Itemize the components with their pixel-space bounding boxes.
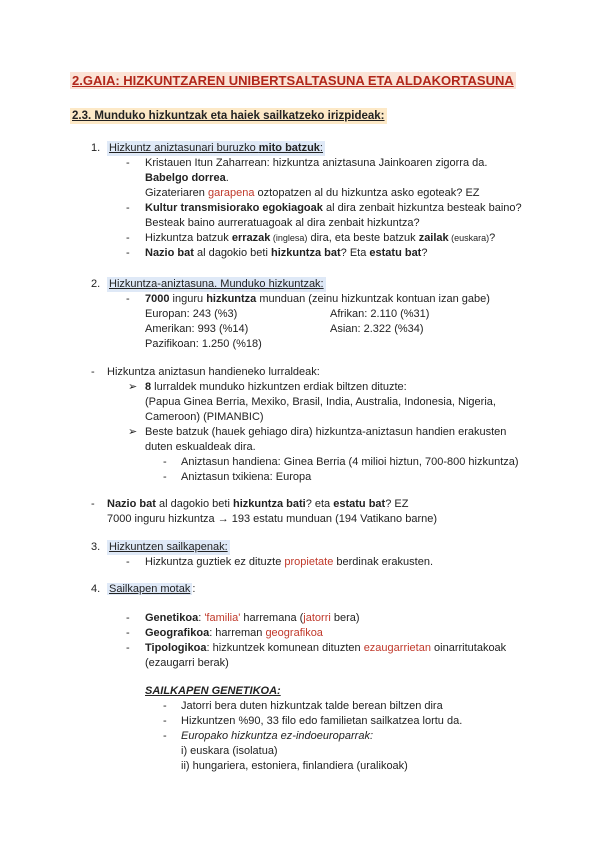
list-item: Jatorri bera duten hizkuntzak talde berean biltzen dira [181,700,443,712]
list-item: (ezaugarri berak) [145,657,229,669]
list-item: Hizkuntzen %90, 33 filo edo familietan sailkatzea lortu da. [181,715,463,727]
stat-amerikan: Amerikan: 993 (%14) [145,323,249,335]
section-3-number: 3. [91,541,101,553]
list-item: ii) hungariera, estoniera, finlandiera (uralikoak) [181,760,408,772]
list-item: Beste batzuk (hauek gehiago dira) hizkuntza-aniztasun handien erakusten [145,426,507,438]
list-item: duten eskualdeak dira. [145,441,256,453]
list-item: Nazio bat al dagokio beti hizkuntza bati? eta estatu bat? EZ [107,498,409,510]
stat-europan: Europan: 243 (%3) [145,308,238,320]
bullet-dash: - [126,157,130,169]
section-subtitle: 2.3. Munduko hizkuntzak eta haiek sailkatzeko irizpideak: [72,110,385,122]
bullet-dash: - [126,556,130,568]
section-2-heading: Hizkuntza-aniztasuna. Munduko hizkuntzak: [109,278,324,290]
section-1-heading: Hizkuntz aniztasunari buruzko mito batzuk: [109,142,323,154]
stat-asian: Asian: 2.322 (%34) [330,323,424,335]
stat-afrikan: Afrikan: 2.110 (%31) [330,308,430,320]
list-item: (Papua Ginea Berria, Mexiko, Brasil, India, Australia, Indonesia, Nigeria, [145,396,496,408]
bullet-dash: - [126,612,130,624]
bullet-dash: - [126,642,130,654]
section-1-number: 1. [91,142,101,154]
list-item: Hizkuntza aniztasun handieneko lurraldeak: [107,366,320,378]
list-item: 7000 inguru hizkuntza munduan (zeinu hizkuntzak kontuan izan gabe) [145,293,490,305]
list-item: Nazio bat al dagokio beti hizkuntza bat? Eta estatu bat? [145,247,428,259]
list-item: Geografikoa: harreman geografikoa [145,627,323,639]
list-item: 8 lurraldek munduko hizkuntzen erdiak biltzen dituzte: [145,381,407,393]
list-item: i) euskara (isolatua) [181,745,278,757]
bullet-dash: - [163,471,167,483]
list-item: Cameroon) (PIMANBIC) [145,411,264,423]
list-item: Hizkuntza batzuk errazak (inglesa) dira, eta beste batzuk zailak (euskara)? [145,232,496,244]
bullet-dash: - [91,366,95,378]
list-item: Tipologikoa: hizkuntzek komunean dituzten ezaugarrietan oinarritutakoak [145,642,507,654]
section-2-number: 2. [91,278,101,290]
arrow-bullet-icon: ➢ [128,381,138,393]
list-item: Kristauen Itun Zaharrean: hizkuntza aniztasuna Jainkoaren zigorra da. [145,157,488,169]
list-item: Aniztasun handiena: Ginea Berria (4 milioi hiztun, 700-800 hizkuntza) [181,456,519,468]
page-title: 2.GAIA: HIZKUNTZAREN UNIBERTSALTASUNA ETA ALDAKORTASUNA [72,73,514,88]
bullet-dash: - [91,498,95,510]
list-item: Europako hizkuntza ez-indoeuroparrak: [181,730,374,742]
section-3-heading: Hizkuntzen sailkapenak: [109,541,228,553]
bullet-dash: - [126,247,130,259]
bullet-dash: - [163,456,167,468]
stat-pazifikoan: Pazifikoan: 1.250 (%18) [145,338,262,350]
section-4-heading: Sailkapen motak : [109,583,196,595]
arrow-bullet-icon: ➢ [128,426,138,438]
list-item: Aniztasun txikiena: Europa [181,471,312,483]
bullet-dash: - [126,232,130,244]
list-item: 7000 inguru hizkuntza → 193 estatu munduan (194 Vatikano barne) [107,513,438,525]
list-item: Besteak baino aurreratuagoak al dira zenbait hizkuntza? [145,217,420,229]
bullet-dash: - [163,700,167,712]
list-item: Gizateriaren garapena oztopatzen al du hizkuntza asko egoteak? EZ [145,187,480,199]
section-4-number: 4. [91,583,101,595]
list-item: Kultur transmisiorako egokiagoak al dira zenbait hizkuntza besteak baino? [145,202,522,214]
bullet-dash: - [126,627,130,639]
list-item: Genetikoa: 'familia' harremana (jatorri bera) [145,612,360,624]
bullet-dash: - [163,730,167,742]
bullet-dash: - [126,293,130,305]
bullet-dash: - [126,202,130,214]
genetic-heading: SAILKAPEN GENETIKOA: [145,685,281,697]
list-item: Hizkuntza guztiek ez dituzte propietate berdinak erakusten. [145,556,434,568]
bullet-dash: - [163,715,167,727]
list-item: Babelgo dorrea. [145,172,229,184]
